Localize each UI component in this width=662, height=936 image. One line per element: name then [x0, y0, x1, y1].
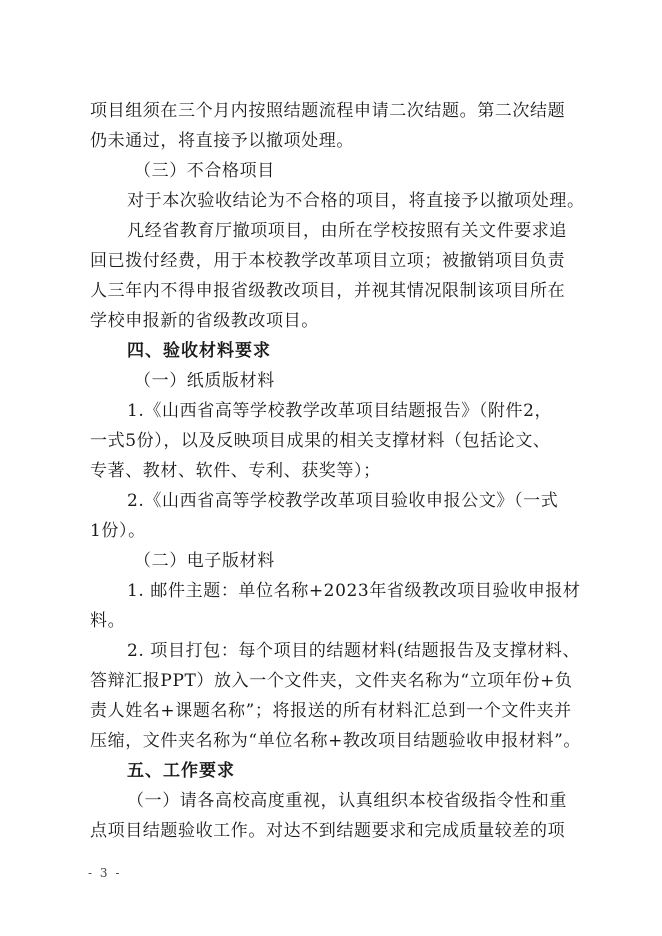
- text-line: 2. 项目打包：每个项目的结题材料(结题报告及支撑材料、: [127, 641, 581, 661]
- text-line: 人三年内不得申报省级教改项目，并视其情况限制该项目所在: [90, 281, 566, 301]
- text-line: 专著、教材、软件、专利、获奖等）；: [90, 461, 381, 481]
- text-line: 回已拨付经费，用于本校教学改革项目立项；被撤销项目负责: [90, 251, 566, 271]
- text-line: 压缩，文件夹名称为“单位名称+教改项目结题验收申报材料”。: [90, 731, 582, 751]
- text-line: 一式5份），以及反映项目成果的相关支撑材料（包括论文、: [90, 431, 551, 451]
- section-subheading: （二）电子版材料: [134, 551, 275, 571]
- text-line: 凡经省教育厅撤项项目，由所在学校按照有关文件要求追: [127, 221, 567, 241]
- text-line: 点项目结题验收工作。对达不到结题要求和完成质量较差的项: [90, 821, 566, 841]
- text-line: 项目组须在三个月内按照结题流程申请二次结题。第二次结题: [90, 101, 566, 121]
- section-heading: 四、验收材料要求: [127, 341, 271, 361]
- text-line: 对于本次验收结论为不合格的项目，将直接予以撤项处理。: [127, 191, 585, 211]
- text-line: 责人姓名+课题名称”；将报送的所有材料汇总到一个文件夹并: [90, 701, 572, 721]
- page-number: - 3 -: [88, 866, 122, 880]
- text-line: 答辩汇报PPT）放入一个文件夹，文件夹名称为“立项年份+负: [90, 671, 573, 691]
- section-subheading: （三）不合格项目: [134, 161, 275, 181]
- section-subheading: （一）纸质版材料: [134, 371, 275, 391]
- text-line: 学校申报新的省级教改项目。: [90, 311, 319, 331]
- section-heading: 五、工作要求: [127, 761, 235, 781]
- text-line: （一）请各高校高度重视，认真组织本校省级指令性和重: [127, 791, 567, 811]
- text-line: 料。: [90, 611, 126, 631]
- text-line: 仍未通过，将直接予以撤项处理。: [90, 131, 354, 151]
- text-line: 1. 邮件主题：单位名称+2023年省级教改项目验收申报材: [127, 581, 581, 601]
- text-line: 1份）。: [90, 521, 146, 541]
- text-line: 2.《山西省高等学校教学改革项目验收申报公文》（一式: [127, 491, 559, 511]
- text-line: 1.《山西省高等学校教学改革项目结题报告》（附件2，: [127, 401, 553, 421]
